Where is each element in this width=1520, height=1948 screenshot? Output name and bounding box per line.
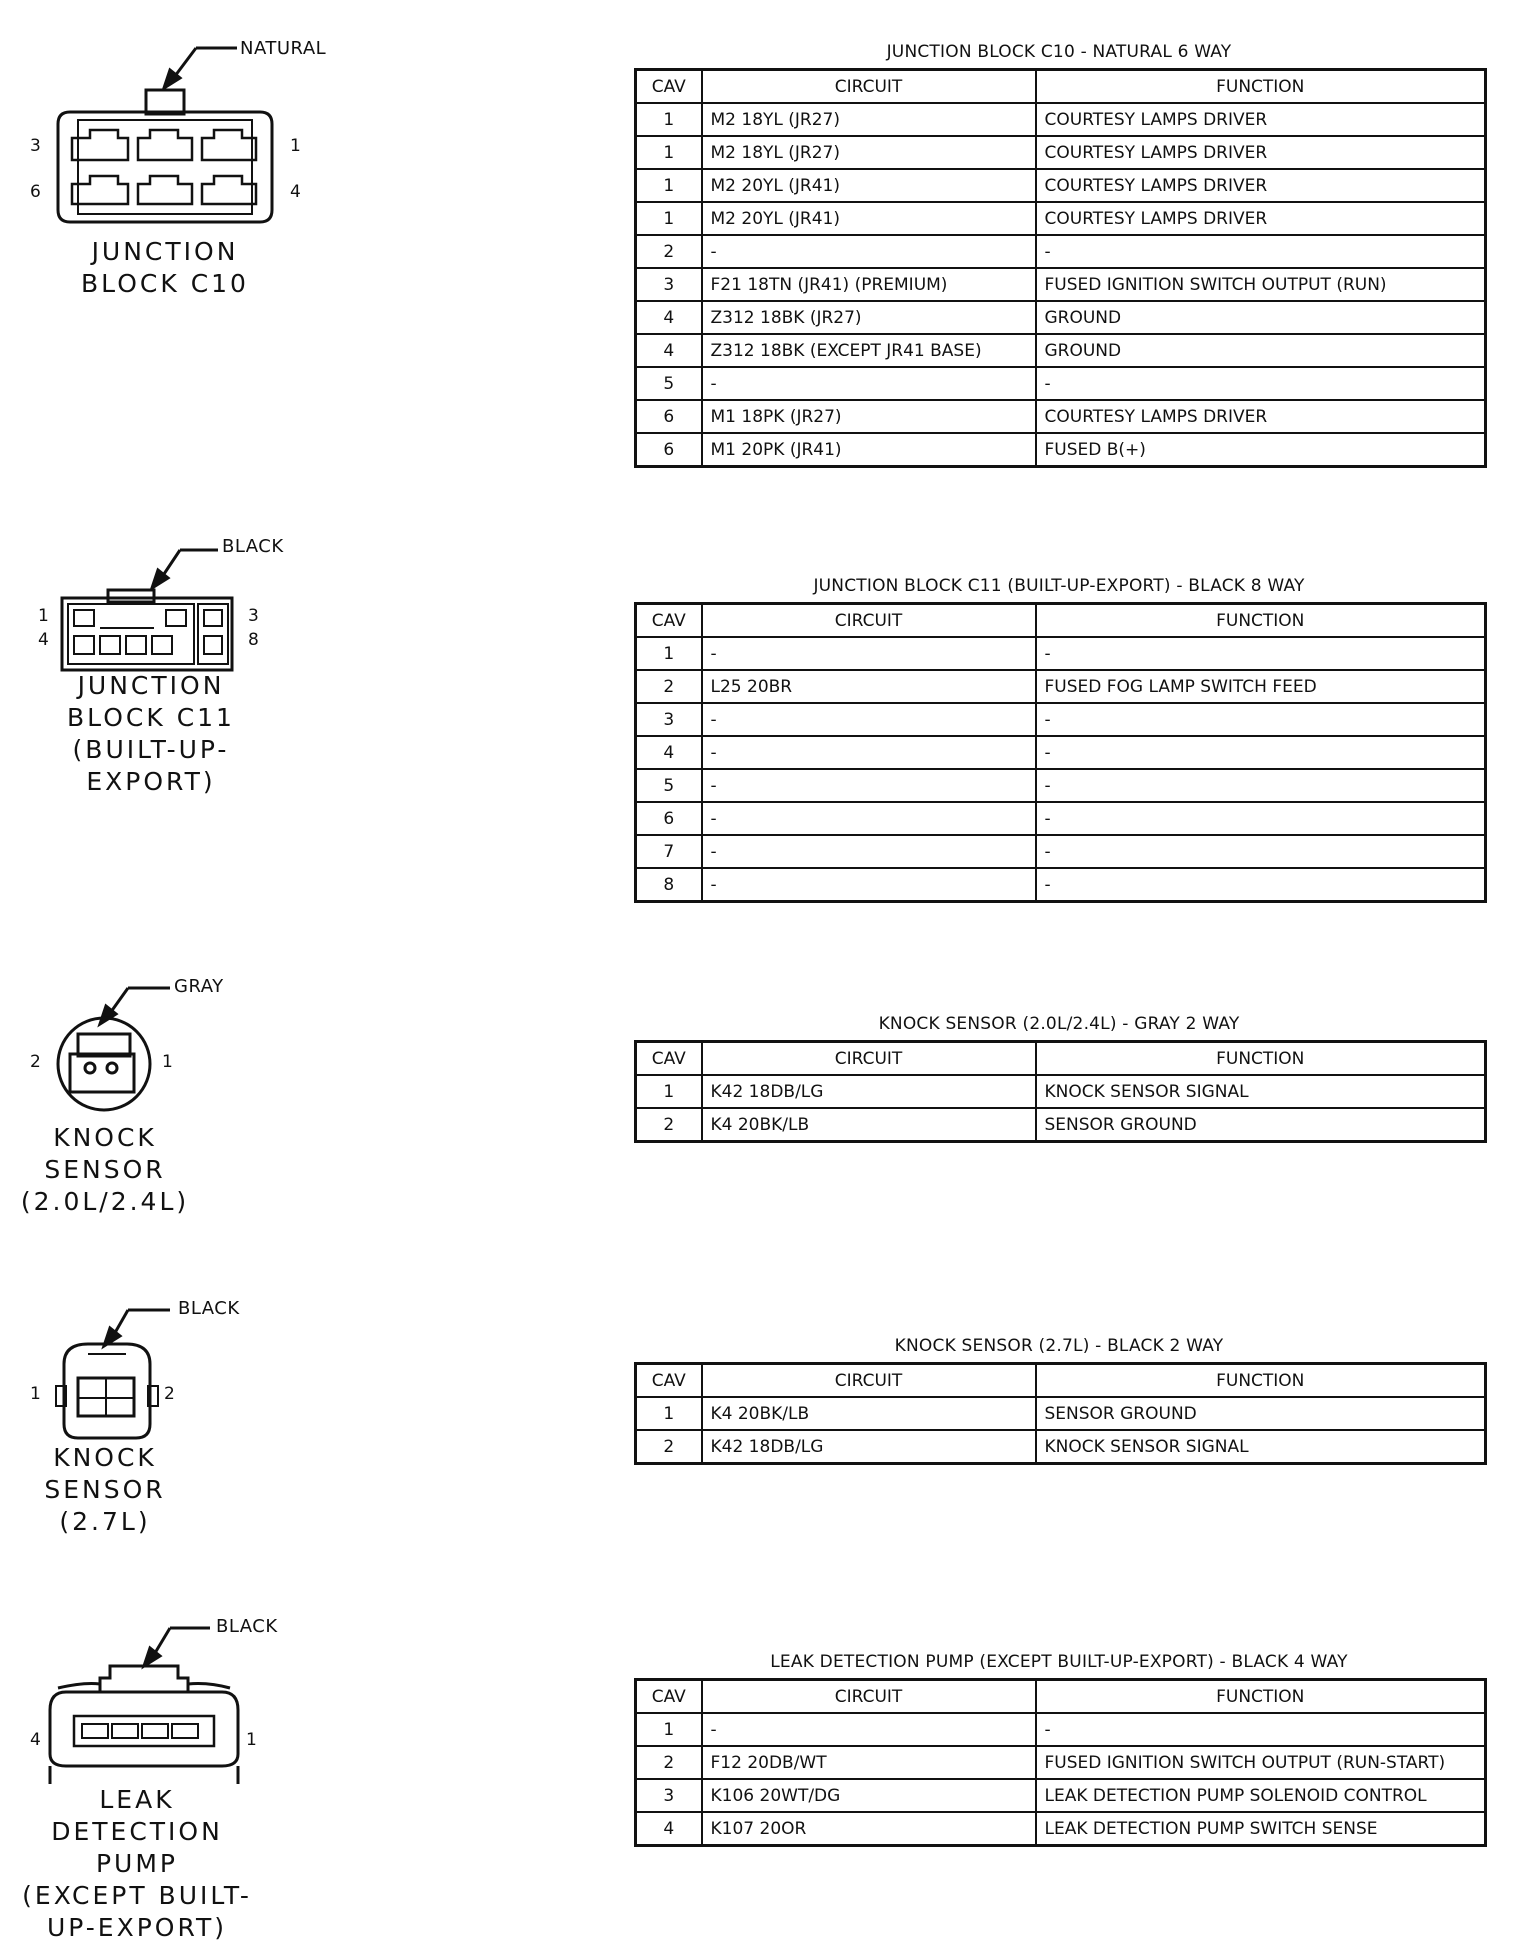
- pin-number-label: 1: [246, 1730, 257, 1750]
- connector-name: JUNCTION BLOCK C10: [81, 237, 249, 298]
- pinout-table: [634, 1678, 1487, 1847]
- pin-number-label: 4: [38, 630, 49, 650]
- table-header-row: [636, 1364, 1486, 1398]
- column-header-cav: CAV: [636, 1364, 702, 1398]
- cav-cell: 4: [636, 736, 702, 769]
- table-row: [636, 136, 1486, 169]
- table-row: [636, 103, 1486, 136]
- table-row: [636, 703, 1486, 736]
- table-header-row: [636, 1042, 1486, 1076]
- circuit-cell: -: [702, 703, 1036, 736]
- table-title: KNOCK SENSOR (2.7L) - BLACK 2 WAY: [894, 1336, 1224, 1356]
- column-header-cav: CAV: [636, 70, 702, 104]
- pin-number-label: 2: [30, 1052, 41, 1072]
- cav-cell: 1: [636, 1397, 702, 1430]
- function-cell: FUSED B(+): [1036, 433, 1486, 467]
- pin-number-label: 8: [248, 630, 259, 650]
- table-header-row: [636, 604, 1486, 638]
- column-header-cav: CAV: [636, 1680, 702, 1714]
- function-cell: -: [1036, 637, 1486, 670]
- function-cell: GROUND: [1036, 301, 1486, 334]
- function-cell: SENSOR GROUND: [1036, 1397, 1486, 1430]
- function-cell: COURTESY LAMPS DRIVER: [1036, 136, 1486, 169]
- connector-color-label: BLACK: [178, 1298, 240, 1319]
- table-row: [636, 1779, 1486, 1812]
- circuit-cell: -: [702, 637, 1036, 670]
- circuit-cell: -: [702, 769, 1036, 802]
- cav-cell: 2: [636, 1746, 702, 1779]
- pin-number-label: 1: [290, 136, 301, 156]
- function-cell: -: [1036, 835, 1486, 868]
- table-row: [636, 1108, 1486, 1142]
- table-title: KNOCK SENSOR (2.0L/2.4L) - GRAY 2 WAY: [878, 1014, 1240, 1034]
- column-header-circuit: CIRCUIT: [702, 1364, 1036, 1398]
- cav-cell: 3: [636, 268, 702, 301]
- cav-cell: 4: [636, 301, 702, 334]
- pin-number-label: 4: [290, 182, 301, 202]
- function-cell: -: [1036, 868, 1486, 902]
- circuit-cell: Z312 18BK (EXCEPT JR41 BASE): [702, 334, 1036, 367]
- connector-name: LEAK DETECTION PUMP (EXCEPT BUILT- UP-EXPORT): [22, 1785, 252, 1942]
- pin-number-label: 3: [248, 606, 259, 626]
- column-header-circuit: CIRCUIT: [702, 70, 1036, 104]
- cav-cell: 1: [636, 169, 702, 202]
- cav-cell: 5: [636, 769, 702, 802]
- table-row: [636, 802, 1486, 835]
- function-cell: KNOCK SENSOR SIGNAL: [1036, 1430, 1486, 1464]
- function-cell: LEAK DETECTION PUMP SWITCH SENSE: [1036, 1812, 1486, 1846]
- table-row: [636, 1812, 1486, 1846]
- pin-number-label: 1: [162, 1052, 173, 1072]
- circuit-cell: K4 20BK/LB: [702, 1108, 1036, 1142]
- circuit-cell: -: [702, 235, 1036, 268]
- column-header-function: FUNCTION: [1036, 604, 1486, 638]
- cav-cell: 7: [636, 835, 702, 868]
- cav-cell: 1: [636, 1713, 702, 1746]
- circuit-cell: M2 20YL (JR41): [702, 202, 1036, 235]
- table-row: [636, 1075, 1486, 1108]
- pinout-table-knock-sensor-24: [634, 1014, 1484, 1143]
- table-row: [636, 400, 1486, 433]
- circuit-cell: K4 20BK/LB: [702, 1397, 1036, 1430]
- function-cell: FUSED IGNITION SWITCH OUTPUT (RUN-START): [1036, 1746, 1486, 1779]
- function-cell: KNOCK SENSOR SIGNAL: [1036, 1075, 1486, 1108]
- table-row: [636, 1746, 1486, 1779]
- cav-cell: 1: [636, 1075, 702, 1108]
- cav-cell: 4: [636, 334, 702, 367]
- cav-cell: 1: [636, 637, 702, 670]
- column-header-cav: CAV: [636, 604, 702, 638]
- function-cell: LEAK DETECTION PUMP SOLENOID CONTROL: [1036, 1779, 1486, 1812]
- function-cell: COURTESY LAMPS DRIVER: [1036, 400, 1486, 433]
- circuit-cell: F12 20DB/WT: [702, 1746, 1036, 1779]
- cav-cell: 3: [636, 1779, 702, 1812]
- column-header-function: FUNCTION: [1036, 1042, 1486, 1076]
- column-header-circuit: CIRCUIT: [702, 1042, 1036, 1076]
- table-row: [636, 169, 1486, 202]
- function-cell: -: [1036, 367, 1486, 400]
- function-cell: FUSED FOG LAMP SWITCH FEED: [1036, 670, 1486, 703]
- circuit-cell: K106 20WT/DG: [702, 1779, 1036, 1812]
- pinout-table: [634, 602, 1487, 903]
- circuit-cell: K42 18DB/LG: [702, 1075, 1036, 1108]
- table-row: [636, 868, 1486, 902]
- pinout-table: [634, 1362, 1487, 1465]
- function-cell: GROUND: [1036, 334, 1486, 367]
- column-header-circuit: CIRCUIT: [702, 1680, 1036, 1714]
- function-cell: -: [1036, 769, 1486, 802]
- cav-cell: 6: [636, 433, 702, 467]
- function-cell: -: [1036, 1713, 1486, 1746]
- pinout-table-jb-c10: [634, 42, 1484, 468]
- knock-sensor-27-connector-icon: [0, 1298, 320, 1448]
- connector-color-label: NATURAL: [240, 38, 327, 59]
- function-cell: COURTESY LAMPS DRIVER: [1036, 103, 1486, 136]
- table-row: [636, 835, 1486, 868]
- leak-detection-pump-connector-icon: [0, 1616, 320, 1786]
- pin-number-label: 4: [30, 1730, 41, 1750]
- function-cell: FUSED IGNITION SWITCH OUTPUT (RUN): [1036, 268, 1486, 301]
- knock-sensor-connector-icon: [0, 976, 320, 1116]
- table-row: [636, 268, 1486, 301]
- function-cell: -: [1036, 235, 1486, 268]
- pinout-table-jb-c11: [634, 576, 1484, 903]
- pinout-table: [634, 1040, 1487, 1143]
- table-header-row: [636, 1680, 1486, 1714]
- table-row: [636, 334, 1486, 367]
- table-title: JUNCTION BLOCK C10 - NATURAL 6 WAY: [886, 42, 1232, 62]
- function-cell: -: [1036, 703, 1486, 736]
- pinout-table-leak-detection-pump: [634, 1652, 1484, 1847]
- circuit-cell: M2 18YL (JR27): [702, 136, 1036, 169]
- function-cell: SENSOR GROUND: [1036, 1108, 1486, 1142]
- pinout-table-knock-sensor-27: [634, 1336, 1484, 1465]
- table-header-row: [636, 70, 1486, 104]
- circuit-cell: Z312 18BK (JR27): [702, 301, 1036, 334]
- table-row: [636, 1713, 1486, 1746]
- table-row: [636, 1430, 1486, 1464]
- table-title: JUNCTION BLOCK C11 (BUILT-UP-EXPORT) - BLACK 8 WAY: [813, 576, 1305, 596]
- circuit-cell: -: [702, 868, 1036, 902]
- cav-cell: 2: [636, 1108, 702, 1142]
- connector-color-label: BLACK: [222, 536, 284, 557]
- table-row: [636, 301, 1486, 334]
- connector-name: JUNCTION BLOCK C11 (BUILT-UP-EXPORT): [67, 671, 235, 796]
- circuit-cell: -: [702, 736, 1036, 769]
- table-row: [636, 202, 1486, 235]
- circuit-cell: -: [702, 367, 1036, 400]
- pinout-table: [634, 68, 1487, 468]
- table-row: [636, 1397, 1486, 1430]
- connector-color-label: GRAY: [174, 976, 224, 997]
- circuit-cell: M2 18YL (JR27): [702, 103, 1036, 136]
- cav-cell: 2: [636, 670, 702, 703]
- pin-number-label: 6: [30, 182, 41, 202]
- table-row: [636, 736, 1486, 769]
- circuit-cell: M1 20PK (JR41): [702, 433, 1036, 467]
- pin-number-label: 2: [164, 1384, 175, 1404]
- cav-cell: 3: [636, 703, 702, 736]
- pin-number-label: 3: [30, 136, 41, 156]
- cav-cell: 4: [636, 1812, 702, 1846]
- function-cell: -: [1036, 802, 1486, 835]
- cav-cell: 2: [636, 1430, 702, 1464]
- table-row: [636, 367, 1486, 400]
- column-header-function: FUNCTION: [1036, 1364, 1486, 1398]
- connector-name: KNOCK SENSOR (2.7L): [44, 1443, 166, 1536]
- connector-color-label: BLACK: [216, 1616, 278, 1637]
- table-title: LEAK DETECTION PUMP (EXCEPT BUILT-UP-EXPORT) - BLACK 4 WAY: [770, 1652, 1348, 1672]
- function-cell: -: [1036, 736, 1486, 769]
- circuit-cell: F21 18TN (JR41) (PREMIUM): [702, 268, 1036, 301]
- table-row: [636, 637, 1486, 670]
- circuit-cell: K107 20OR: [702, 1812, 1036, 1846]
- table-row: [636, 235, 1486, 268]
- circuit-cell: -: [702, 835, 1036, 868]
- circuit-cell: L25 20BR: [702, 670, 1036, 703]
- connector-name: KNOCK SENSOR (2.0L/2.4L): [20, 1123, 190, 1216]
- circuit-cell: M1 18PK (JR27): [702, 400, 1036, 433]
- pin-number-label: 1: [38, 606, 49, 626]
- cav-cell: 1: [636, 136, 702, 169]
- column-header-circuit: CIRCUIT: [702, 604, 1036, 638]
- table-row: [636, 670, 1486, 703]
- table-row: [636, 433, 1486, 467]
- function-cell: COURTESY LAMPS DRIVER: [1036, 202, 1486, 235]
- circuit-cell: -: [702, 802, 1036, 835]
- circuit-cell: M2 20YL (JR41): [702, 169, 1036, 202]
- circuit-cell: -: [702, 1713, 1036, 1746]
- table-row: [636, 769, 1486, 802]
- cav-cell: 5: [636, 367, 702, 400]
- column-header-cav: CAV: [636, 1042, 702, 1076]
- cav-cell: 1: [636, 202, 702, 235]
- cav-cell: 2: [636, 235, 702, 268]
- cav-cell: 6: [636, 400, 702, 433]
- column-header-function: FUNCTION: [1036, 70, 1486, 104]
- cav-cell: 1: [636, 103, 702, 136]
- pin-number-label: 1: [30, 1384, 41, 1404]
- column-header-function: FUNCTION: [1036, 1680, 1486, 1714]
- cav-cell: 8: [636, 868, 702, 902]
- circuit-cell: K42 18DB/LG: [702, 1430, 1036, 1464]
- cav-cell: 6: [636, 802, 702, 835]
- function-cell: COURTESY LAMPS DRIVER: [1036, 169, 1486, 202]
